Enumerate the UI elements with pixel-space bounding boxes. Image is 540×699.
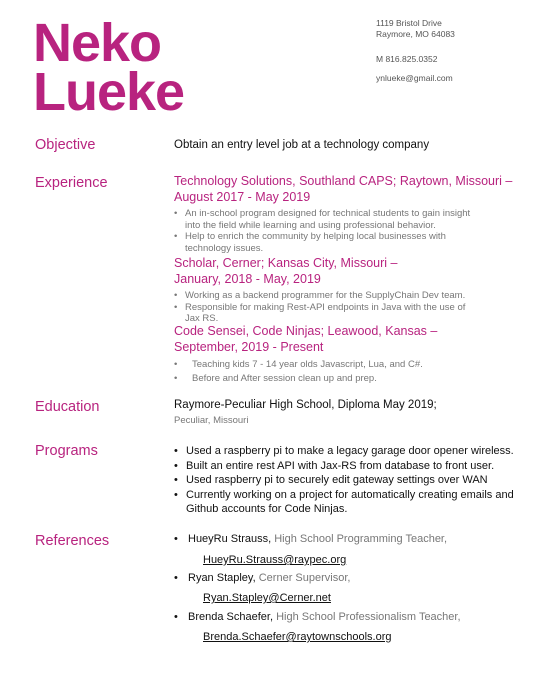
job-3 <box>174 323 524 384</box>
bullet-icon: • <box>174 488 178 501</box>
reference-email-link[interactable]: Ryan.Stapley@Cerner.net <box>203 592 331 604</box>
experience-heading: Experience <box>35 175 108 191</box>
first-name: Neko <box>33 13 162 73</box>
address-line-2: Raymore, MO 64083 <box>376 29 455 39</box>
reference-2 <box>174 571 524 605</box>
email: ynlueke@gmail.com <box>376 73 453 83</box>
bullet-icon: • <box>174 231 178 242</box>
reference-email-link[interactable]: Brenda.Schaefer@raytownschools.org <box>203 631 392 643</box>
reference-role: High School Programming Teacher, <box>271 533 448 545</box>
job-date-line: January, 2018 - May, 2019 <box>174 272 321 286</box>
reference-3 <box>174 610 524 644</box>
bullet-icon: • <box>174 459 178 472</box>
objective-heading: Objective <box>35 137 96 153</box>
education-heading: Education <box>35 399 100 415</box>
bullet-icon: • <box>174 572 178 584</box>
phone: M 816.825.0352 <box>376 54 438 64</box>
programs-list <box>174 444 524 517</box>
job-title-line: Technology Solutions, Southland CAPS; Raytown, Missouri – <box>174 174 513 188</box>
reference-line <box>174 532 524 546</box>
list-item: • Responsible for making Rest-API endpoints in Java with the use of Jax RS. <box>174 301 466 324</box>
list-item: • Used raspberry pi to securely edit gateway settings over WAN <box>174 474 488 487</box>
list-item: • Currently working on a project for automatically creating emails and Github accounts for Code Ninjas. <box>174 488 514 516</box>
list-item: • Teaching kids 7 - 14 year olds Javascript, Lua, and C#. <box>174 359 423 370</box>
bullet-icon: • <box>174 445 178 457</box>
list-item: • Working as a backend programmer for the SupplyChain Dev team. <box>174 290 466 301</box>
list-item: • Used a raspberry pi to make a legacy garage door opener wireless. <box>174 445 514 457</box>
bullet-icon: • <box>174 474 178 487</box>
reference-line <box>174 571 524 585</box>
references-heading: References <box>35 533 110 549</box>
education-location: Peculiar, Missouri <box>174 415 249 426</box>
list-item: • Help to enrich the community by helping local businesses with technology issues. <box>174 231 446 254</box>
bullet-icon: • <box>174 290 178 301</box>
list-item: • Before and After session clean up and prep. <box>174 372 377 384</box>
objective-text: Obtain an entry level job at a technology company <box>174 139 430 151</box>
reference-role: Cerner Supervisor, <box>255 572 351 584</box>
reference-role: High School Professionalism Teacher, <box>273 611 461 623</box>
bullet-icon: • <box>174 611 178 623</box>
reference-1 <box>174 532 524 567</box>
reference-name: Ryan Stapley, <box>188 572 256 584</box>
programs-heading: Programs <box>35 443 98 459</box>
bullet-icon: • <box>174 372 178 384</box>
list-item: • Built an entire rest API with Jax-RS from database to front user. <box>174 459 495 472</box>
reference-line <box>174 610 524 624</box>
contact-block <box>376 18 455 84</box>
job-1 <box>174 173 524 254</box>
address-line-1: 1119 Bristol Drive <box>376 18 442 28</box>
job-title-line: Code Sensei, Code Ninjas; Leawood, Kansas – <box>174 324 438 338</box>
education-school: Raymore-Peculiar High School, Diploma May 2019; <box>174 399 437 411</box>
reference-name: Brenda Schaefer, <box>188 611 274 623</box>
bullet-icon: • <box>174 359 178 370</box>
bullet-icon: • <box>174 208 178 219</box>
job-date-line: September, 2019 - Present <box>174 340 324 354</box>
reference-name: HueyRu Strauss, <box>188 533 272 545</box>
last-name: Lueke <box>33 62 185 122</box>
job-2 <box>174 255 524 325</box>
reference-email-link[interactable]: HueyRu.Strauss@raypec.org <box>203 554 347 566</box>
bullet-icon: • <box>174 533 178 545</box>
job-title-line: Scholar, Cerner; Kansas City, Missouri – <box>174 256 398 270</box>
job-date-line: August 2017 - May 2019 <box>174 190 311 204</box>
bullet-icon: • <box>174 301 178 313</box>
list-item: • An in-school program designed for technical students to gain insight into the field while learning and using professional behavior. <box>174 208 471 231</box>
